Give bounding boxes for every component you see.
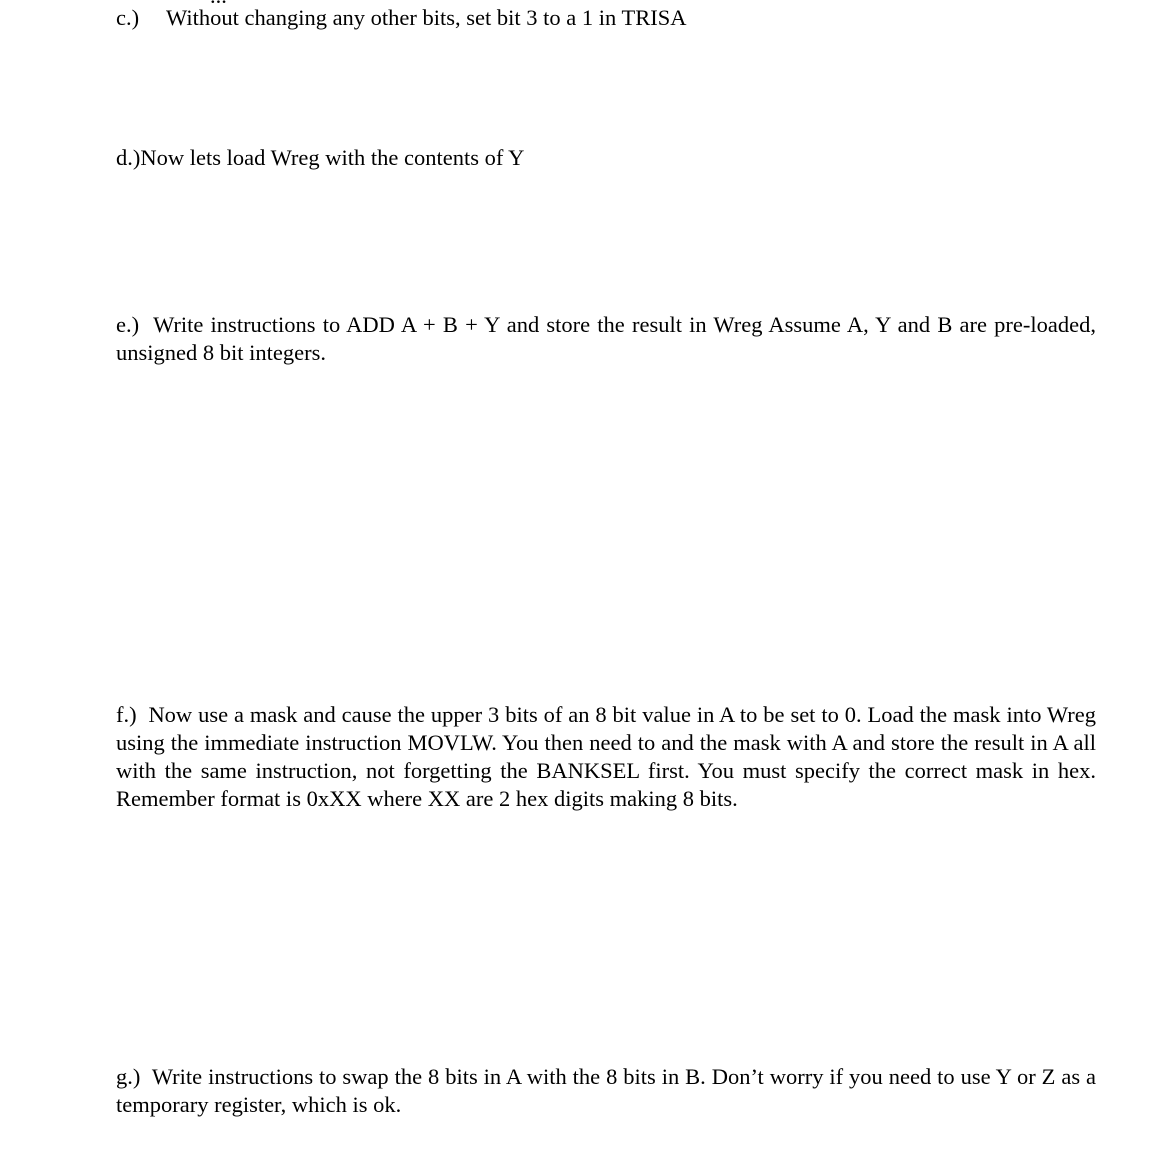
question-c-text: Without changing any other bits, set bit 3 to a 1 in TRISA (166, 5, 687, 30)
question-c-label: c.) (116, 5, 140, 30)
question-e-label: e.) (116, 312, 140, 337)
question-g (116, 1063, 1096, 1119)
question-f (116, 701, 1096, 813)
question-g-label: g.) (116, 1064, 141, 1089)
question-d-label: d.) (116, 145, 141, 170)
question-f-label: f.) (116, 702, 137, 727)
question-g-text: Write instructions to swap the 8 bits in A with the 8 bits in B. Don’t worry if you need to use Y or Z as a temporary register, which is ok. (116, 1064, 1096, 1117)
question-d (116, 144, 1096, 172)
question-e-text: Write instructions to ADD A + B + Y and store the result in Wreg Assume A, Y and B are pre-loaded, unsigned 8 bit integers. (116, 312, 1096, 365)
question-f-text: Now use a mask and cause the upper 3 bits of an 8 bit value in A to be set to 0. Load the mask into Wreg using the immediate instruction MOVLW. You then need to and the mask with A and store the result in A all with the same instruction, not forgetting the BANKSEL first. You must specify the correct mask in hex. Remember format is 0xXX where XX are 2 hex digits making 8 bits. (116, 702, 1097, 811)
question-c (116, 4, 1096, 32)
question-d-text: Now lets load Wreg with the contents of Y (140, 145, 525, 170)
question-e (116, 311, 1096, 367)
